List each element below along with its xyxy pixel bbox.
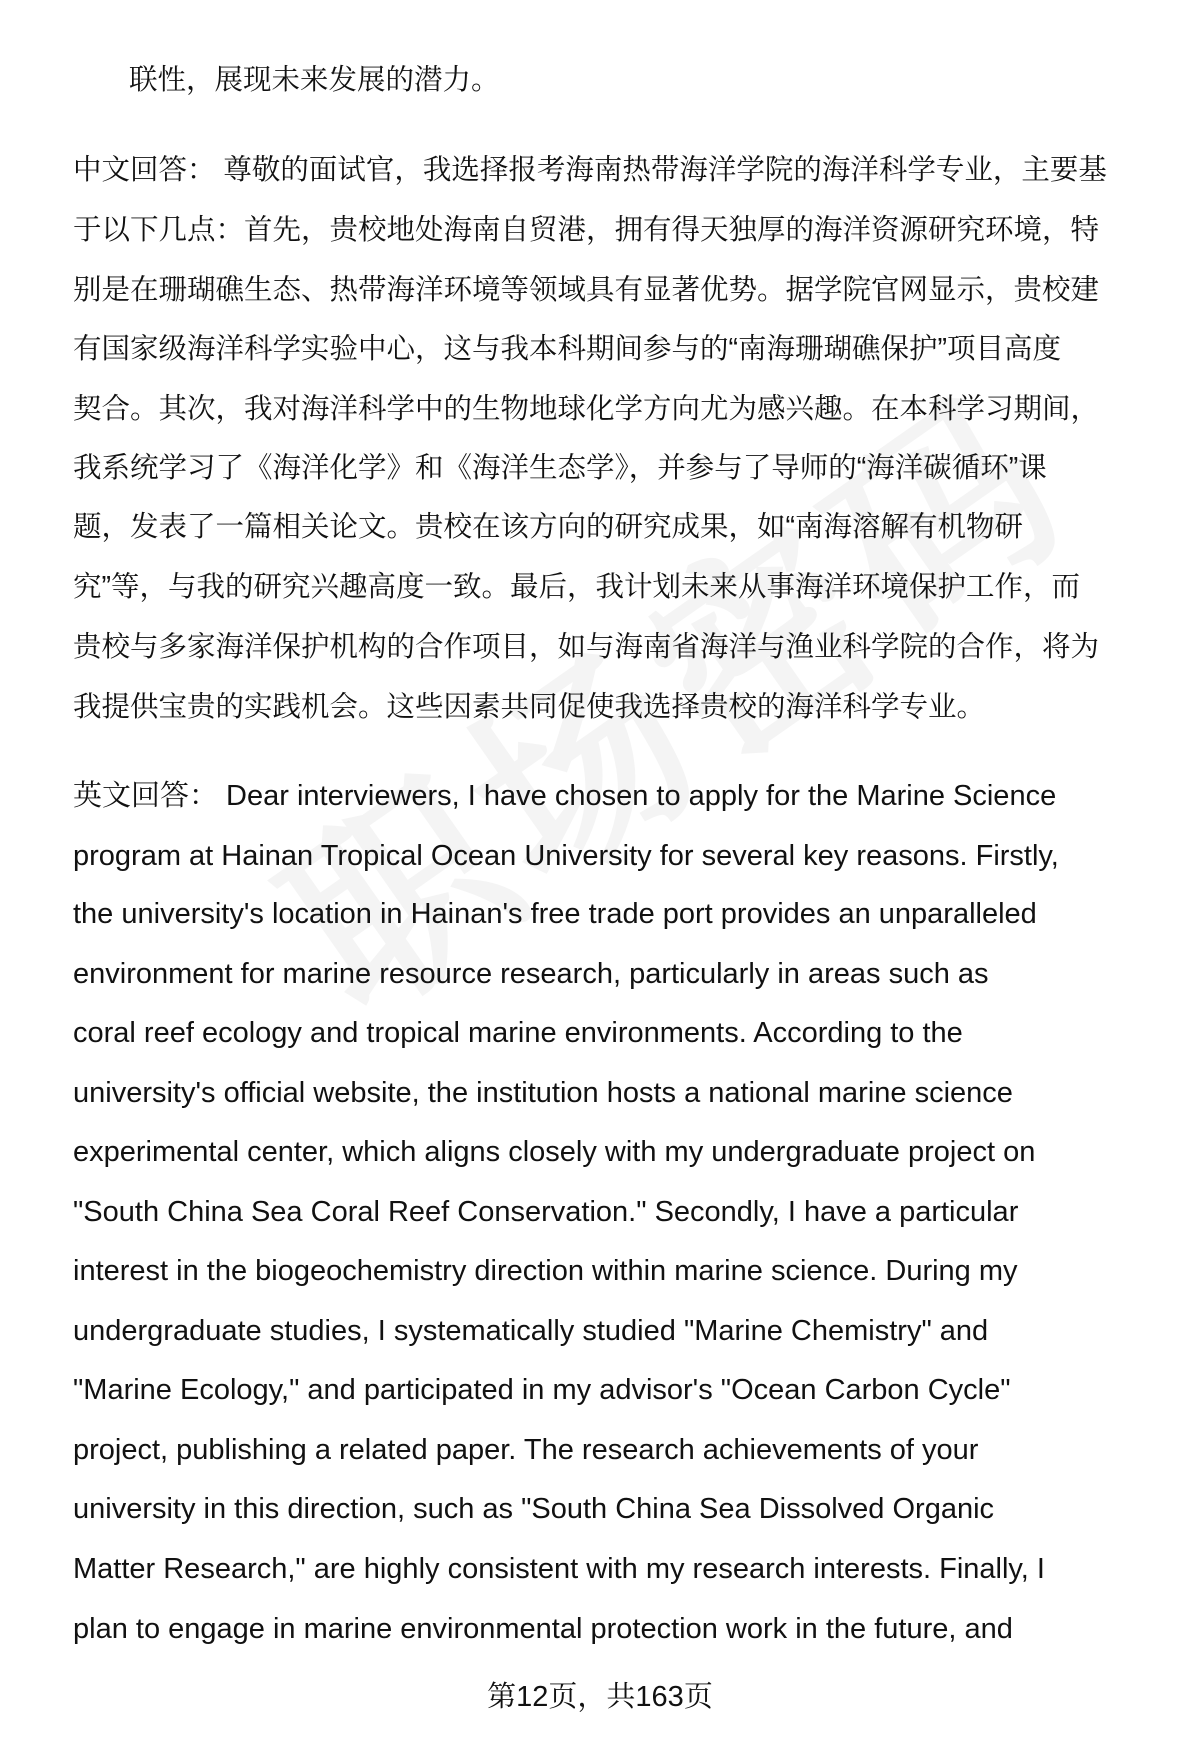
text-line: experimental center, which aligns closely with my undergraduate project on	[73, 1136, 1036, 1168]
text-line: 英文回答： Dear interviewers, I have chosen to apply for the Marine Science	[73, 780, 1057, 812]
text-line: 中文回答： 尊敬的面试官，我选择报考海南热带海洋学院的海洋科学专业，主要基	[73, 154, 1107, 186]
text-line: 我系统学习了《海洋化学》和《海洋生态学》，并参与了导师的“海洋碳循环”课	[73, 452, 1047, 484]
text-line: 贵校与多家海洋保护机构的合作项目，如与海南省海洋与渔业科学院的合作，将为	[73, 631, 1100, 663]
intro-tail: 联性，展现未来发展的潜力。	[129, 64, 500, 96]
text-line: undergraduate studies, I systematically studied "Marine Chemistry" and	[73, 1315, 989, 1347]
text-line: 究”等，与我的研究兴趣高度一致。最后，我计划未来从事海洋环境保护工作，而	[73, 571, 1080, 603]
text-line: program at Hainan Tropical Ocean University for several key reasons. Firstly,	[73, 840, 1059, 872]
text-line: 有国家级海洋科学实验中心，这与我本科期间参与的“南海珊瑚礁保护”项目高度	[73, 333, 1061, 365]
text-line: coral reef ecology and tropical marine environments. According to the	[73, 1017, 963, 1049]
text-line: project, publishing a related paper. The research achievements of your	[73, 1434, 979, 1466]
text-line: 契合。其次，我对海洋科学中的生物地球化学方向尤为感兴趣。在本科学习期间，	[73, 393, 1100, 425]
text-line: Matter Research," are highly consistent with my research interests. Finally, I	[73, 1553, 1045, 1585]
text-line: 题，发表了一篇相关论文。贵校在该方向的研究成果，如“南海溶解有机物研	[73, 511, 1023, 543]
text-line: university's official website, the institution hosts a national marine science	[73, 1077, 1013, 1109]
text-line: environment for marine resource research, particularly in areas such as	[73, 958, 989, 990]
page-number: 第12页，共163页	[487, 1681, 713, 1713]
text-line: 于以下几点：首先，贵校地处海南自贸港，拥有得天独厚的海洋资源研究环境，特	[73, 214, 1100, 246]
text-line: the university's location in Hainan's free trade port provides an unparalleled	[73, 898, 1037, 930]
text-line: university in this direction, such as "South China Sea Dissolved Organic	[73, 1493, 995, 1525]
text-line: plan to engage in marine environmental protection work in the future, and	[73, 1613, 1013, 1645]
text-line: 我提供宝贵的实践机会。这些因素共同促使我选择贵校的海洋科学专业。	[73, 691, 986, 723]
text-line: "South China Sea Coral Reef Conservation." Secondly, I have a particular	[73, 1196, 1019, 1228]
text-line: interest in the biogeochemistry direction within marine science. During my	[73, 1255, 1018, 1287]
text-line: 别是在珊瑚礁生态、热带海洋环境等领域具有显著优势。据学院官网显示，贵校建	[73, 274, 1100, 306]
text-line: "Marine Ecology," and participated in my advisor's "Ocean Carbon Cycle"	[73, 1374, 1011, 1406]
